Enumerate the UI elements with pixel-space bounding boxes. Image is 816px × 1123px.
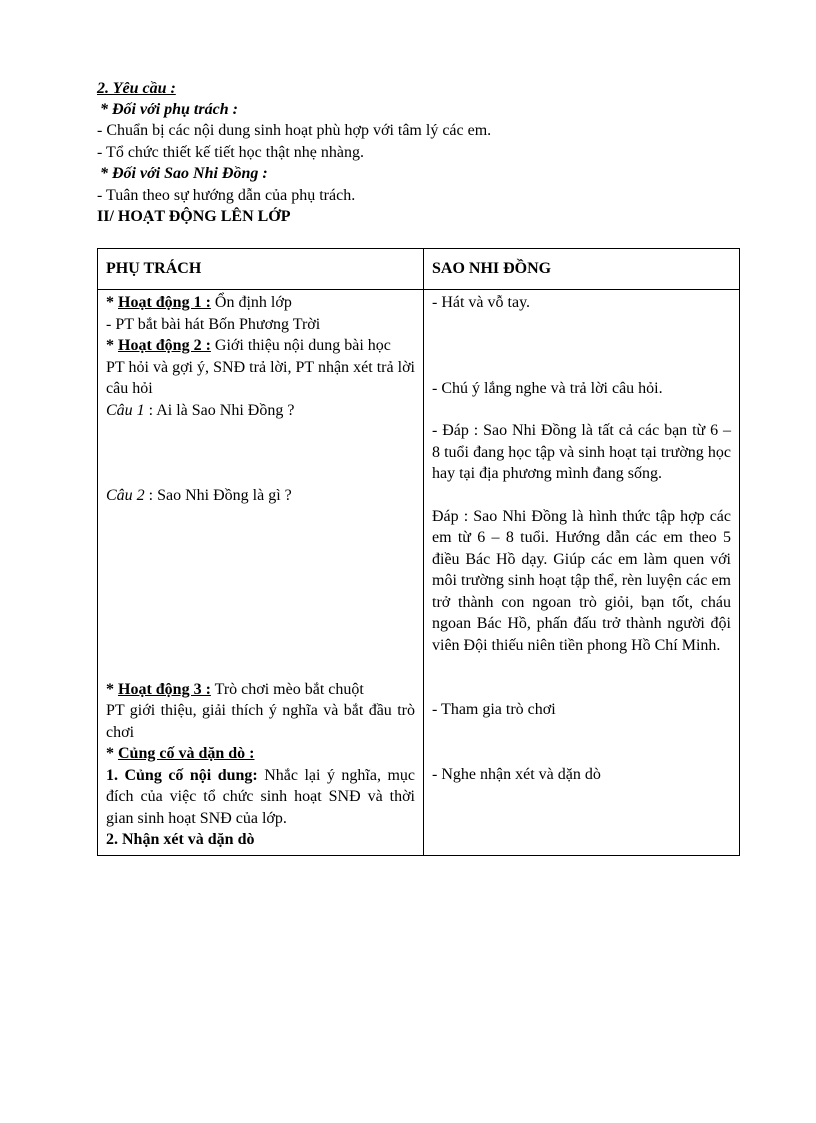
activity-2-label: Hoạt động 2 :: [118, 337, 211, 354]
activity-2-line: * Hoạt động 2 : Giới thiệu nội dung bài học: [106, 337, 391, 354]
table-header-row: [98, 249, 740, 290]
leader-item-1: - Chuẩn bị các nội dung sinh hoạt phù hợp với tâm lý các em.: [97, 122, 492, 139]
leader-subheading: * Đối với phụ trách :: [100, 101, 238, 118]
col-header-leader: PHỤ TRÁCH: [98, 249, 424, 290]
leader-item-2: - Tổ chức thiết kế tiết học thật nhẹ nhàng.: [97, 144, 364, 161]
wrap-up-heading: * Củng cố và dặn dò :: [106, 745, 255, 762]
question-2: Câu 2 : Sao Nhi Đồng là gì ?: [106, 487, 292, 504]
activity-2-response: - Chú ý lắng nghe và trả lời câu hỏi.: [432, 379, 663, 397]
col-header-children: SAO NHI ĐỒNG: [424, 249, 740, 290]
activity-3-label: Hoạt động 3 :: [118, 680, 211, 698]
table-body-row: [98, 290, 740, 856]
activity-1-response: - Hát và vỗ tay.: [432, 294, 531, 311]
section-title: II/ HOẠT ĐỘNG LÊN LỚP: [97, 208, 291, 225]
remarks-label: 2. Nhận xét và dặn dò: [106, 831, 255, 848]
activity-3-line: * Hoạt động 3 : Trò chơi mèo bắt chuột: [106, 680, 364, 698]
activity-1-line: * Hoạt động 1 : Ổn định lớp: [106, 294, 292, 311]
requirements-heading: 2. Yêu cầu :: [97, 80, 176, 97]
question-1-answer: - Đáp : Sao Nhi Đồng là tất cả các bạn từ 6 – 8 tuổi đang học tập và sinh hoạt tại trường học hay tại địa phương mình đang sống.: [432, 422, 731, 482]
activity-table: [97, 248, 740, 856]
question-2-answer: Đáp : Sao Nhi Đồng là hình thức tập hợp các em từ 6 – 8 tuổi. Hướng dẫn các em theo 5 điều Bác Hồ dạy. Giúp các em làm quen với môi trường sinh hoạt tập thể, rèn luyện các em trở thành con ngoan trò giỏi, bạn tốt, cháu ngoan Bác Hồ, phấn đấu trở thành người đội viên Đội thiếu niên tiền phong Hồ Chí Minh.: [432, 507, 731, 654]
activity-3-desc: PT giới thiệu, giải thích ý nghĩa và bắt đầu trò chơi: [106, 702, 415, 741]
activity-1-label: Hoạt động 1 :: [118, 294, 211, 311]
question-1: Câu 1 : Ai là Sao Nhi Đồng ?: [106, 401, 295, 419]
wrap-up-response: - Nghe nhận xét và dặn dò: [432, 765, 601, 783]
children-item-1: - Tuân theo sự hướng dẫn của phụ trách.: [97, 187, 356, 204]
children-subheading: * Đối với Sao Nhi Đồng :: [100, 165, 268, 182]
leader-column: [98, 290, 424, 856]
activity-1-song: - PT bắt bài hát Bốn Phương Trời: [106, 315, 321, 333]
activity-3-response: - Tham gia trò chơi: [432, 701, 556, 718]
activity-2-desc: PT hỏi và gợi ý, SNĐ trả lời, PT nhận xét trả lời câu hỏi: [106, 358, 415, 397]
consolidate-text: 1. Củng cố nội dung: Nhắc lại ý nghĩa, mục đích của việc tổ chức sinh hoạt SNĐ và thời gian sinh hoạt SNĐ của lớp.: [106, 766, 415, 827]
children-column: [424, 290, 740, 856]
